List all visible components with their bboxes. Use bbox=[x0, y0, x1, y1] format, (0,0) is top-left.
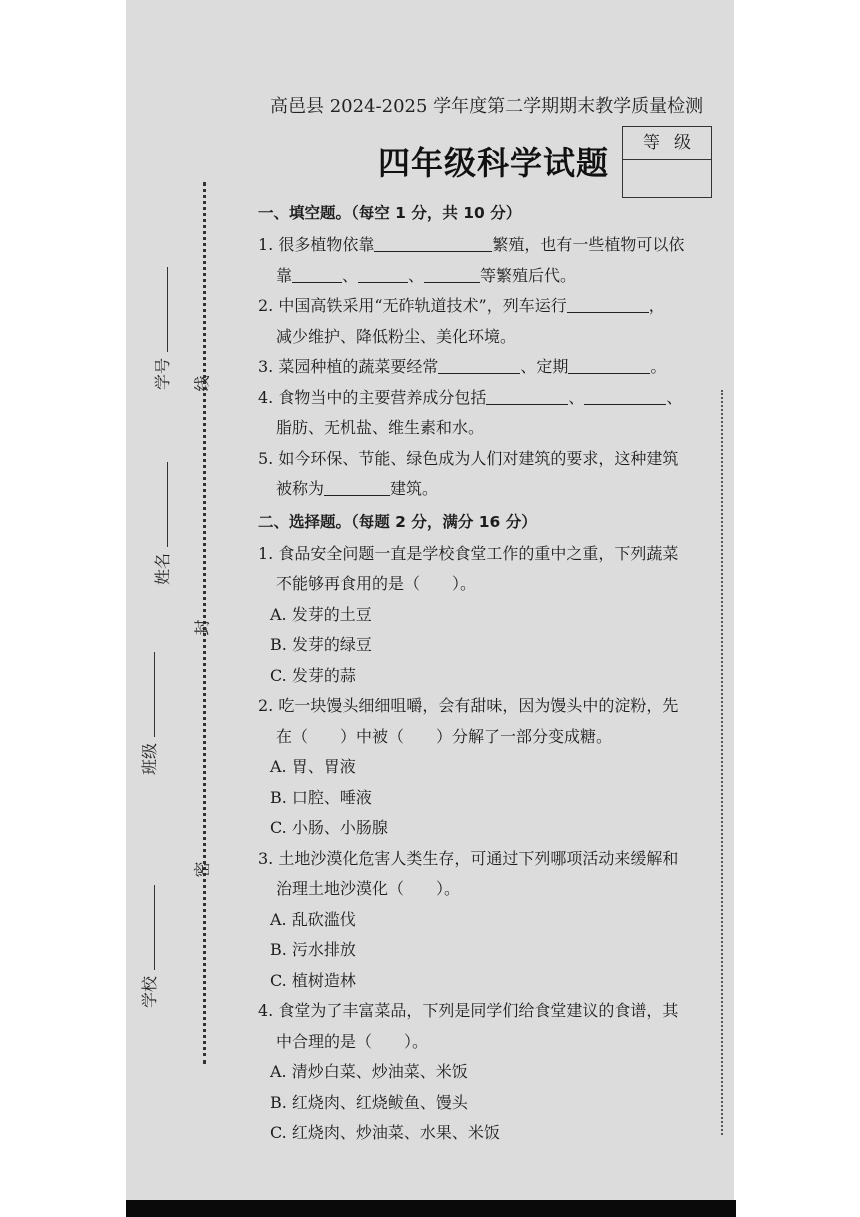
question-line: 被称为 建筑。 bbox=[276, 479, 439, 498]
answer-option[interactable]: B. 口腔、唾液 bbox=[270, 787, 372, 807]
exam-content bbox=[258, 196, 720, 1149]
question-line: 3. 菜园种植的蔬菜要经常 、定期 。 bbox=[258, 357, 667, 376]
question-line: 2. 中国高铁采用“无砟轨道技术”，列车运行 ， bbox=[258, 296, 665, 315]
question-line: 脂肪、无机盐、维生素和水。 bbox=[276, 418, 485, 437]
answer-blank[interactable] bbox=[584, 386, 666, 405]
answer-blank[interactable] bbox=[486, 386, 568, 405]
choice-question-3 bbox=[258, 844, 720, 997]
question-stem: 治理土地沙漠化（ ）。 bbox=[276, 879, 461, 898]
binding-mark-feng: 封 bbox=[192, 619, 212, 636]
school-label: 学校 bbox=[140, 975, 159, 1008]
answer-option[interactable]: A. 发芽的土豆 bbox=[270, 604, 372, 624]
answer-blank[interactable] bbox=[567, 294, 649, 313]
choice-question-1 bbox=[258, 539, 720, 692]
class-blank[interactable] bbox=[144, 652, 155, 737]
name-field[interactable] bbox=[150, 462, 173, 585]
binding-mark-mi: 密 bbox=[192, 861, 212, 878]
section-choice-heading: 二、选择题。（每题 2 分，满分 16 分） bbox=[258, 512, 537, 531]
grade-box bbox=[622, 126, 712, 198]
student-id-blank[interactable] bbox=[157, 267, 168, 352]
answer-option[interactable]: C. 植树造林 bbox=[270, 970, 356, 990]
answer-option[interactable]: A. 清炒白菜、炒油菜、米饭 bbox=[270, 1062, 468, 1081]
section-fill-blank-heading: 一、填空题。（每空 1 分，共 10 分） bbox=[258, 204, 522, 222]
page-title: 四年级科学试题 bbox=[378, 144, 610, 182]
choice-question-4 bbox=[258, 996, 720, 1149]
scan-bottom-border bbox=[126, 1200, 736, 1217]
answer-blank[interactable] bbox=[424, 264, 480, 283]
answer-blank[interactable] bbox=[438, 355, 520, 374]
answer-blank[interactable] bbox=[292, 264, 342, 283]
school-blank[interactable] bbox=[144, 885, 155, 970]
question-stem: 在（ ）中被（ ）分解了一部分变成糖。 bbox=[276, 726, 613, 746]
answer-option[interactable]: B. 红烧肉、红烧鲅鱼、馒头 bbox=[270, 1092, 468, 1112]
question-stem: 3. 土地沙漠化危害人类生存，可通过下列哪项活动来缓解和 bbox=[258, 848, 679, 868]
question-line: 4. 食物当中的主要营养成分包括 、 、 bbox=[258, 387, 683, 407]
question-stem: 4. 食堂为了丰富菜品，下列是同学们给食堂建议的食谱，其 bbox=[258, 1001, 679, 1020]
answer-blank[interactable] bbox=[324, 477, 390, 496]
class-label: 班级 bbox=[140, 742, 159, 775]
question-line: 减少维护、降低粉尘、美化环境。 bbox=[276, 326, 517, 346]
answer-option[interactable]: C. 发芽的蒜 bbox=[270, 665, 356, 685]
name-label: 姓名 bbox=[153, 552, 172, 585]
answer-blank[interactable] bbox=[374, 233, 492, 252]
question-line: 靠 、 、 等繁殖后代。 bbox=[276, 265, 577, 285]
answer-option[interactable]: A. 胃、胃液 bbox=[270, 757, 356, 776]
school-field[interactable] bbox=[137, 885, 160, 1008]
answer-option[interactable]: B. 污水排放 bbox=[270, 940, 356, 959]
answer-option[interactable]: A. 乱砍滥伐 bbox=[270, 909, 356, 929]
question-stem: 不能够再食用的是（ ）。 bbox=[276, 574, 477, 593]
grade-label: 等级 bbox=[623, 127, 711, 160]
binding-mark-xian: 线 bbox=[192, 375, 212, 392]
question-line: 1. 很多植物依靠 繁殖，也有一些植物可以依 bbox=[258, 235, 685, 254]
answer-blank[interactable] bbox=[358, 264, 408, 283]
question-stem: 中合理的是（ ）。 bbox=[276, 1031, 429, 1051]
answer-option[interactable]: B. 发芽的绿豆 bbox=[270, 635, 372, 654]
answer-blank[interactable] bbox=[568, 355, 650, 374]
choice-question-2 bbox=[258, 691, 720, 844]
class-field[interactable] bbox=[137, 652, 160, 775]
student-id-field[interactable] bbox=[150, 267, 173, 390]
name-blank[interactable] bbox=[157, 462, 168, 547]
question-stem: 1. 食品安全问题一直是学校食堂工作的重中之重，下列蔬菜 bbox=[258, 543, 679, 563]
question-line: 5. 如今环保、节能、绿色成为人们对建筑的要求，这种建筑 bbox=[258, 448, 679, 468]
right-fold-line bbox=[721, 390, 723, 1135]
question-stem: 2. 吃一块馒头细细咀嚼，会有甜味，因为馒头中的淀粉，先 bbox=[258, 696, 679, 715]
answer-option[interactable]: C. 红烧肉、炒油菜、水果、米饭 bbox=[270, 1123, 500, 1142]
answer-option[interactable]: C. 小肠、小肠腺 bbox=[270, 818, 388, 837]
student-id-label: 学号 bbox=[153, 357, 172, 390]
exam-header: 高邑县 2024-2025 学年度第二学期期末教学质量检测 bbox=[270, 96, 704, 117]
